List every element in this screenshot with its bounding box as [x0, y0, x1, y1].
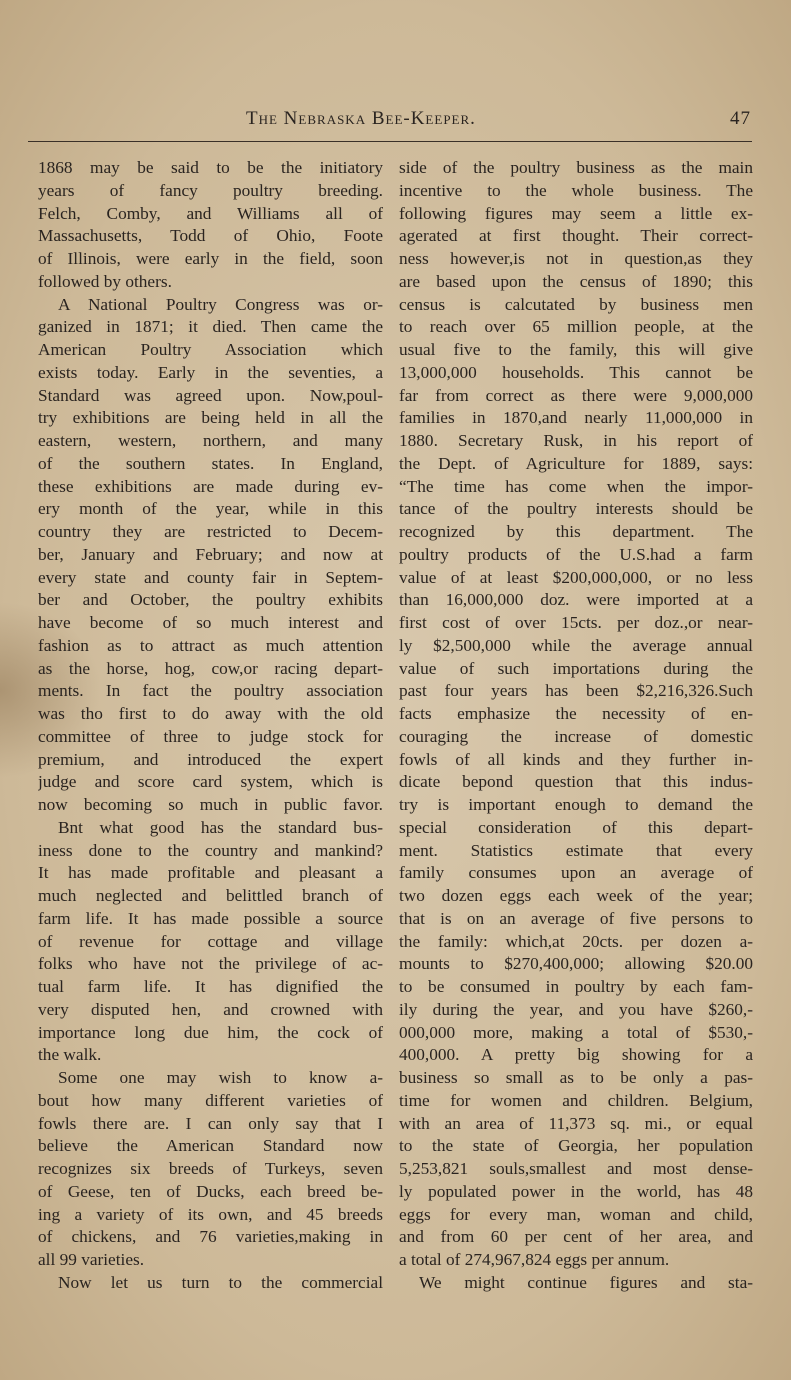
- text-line: believe the American Standard now: [38, 1136, 383, 1156]
- text-line: years of fancy poultry breeding.: [38, 180, 383, 200]
- text-line: now becoming so much in public favor.: [38, 795, 383, 814]
- text-line: farm life. It has made possible a source: [38, 908, 383, 928]
- text-line: that is on an average of five persons to: [399, 908, 753, 928]
- text-line: mounts to $270,400,000; allowing $20.00: [399, 954, 753, 974]
- text-line: Bnt what good has the standard bus-: [58, 817, 383, 837]
- page-number: 47: [730, 108, 751, 129]
- text-line: ganized in 1871; it died. Then came the: [38, 317, 383, 337]
- text-line: two dozen eggs each week of the year;: [399, 886, 753, 905]
- text-line: of chickens, and 76 varieties,making in: [38, 1227, 383, 1247]
- header-rule: [28, 141, 752, 142]
- text-line: census is calcutated by business men: [399, 294, 753, 314]
- text-line: importance long due him, the cock of: [38, 1022, 383, 1042]
- text-line: value of such importations during the: [399, 658, 753, 678]
- text-line: ery month of the year, while in this: [38, 499, 383, 519]
- text-line: with an area of 11,373 sq. mi., or equal: [399, 1113, 753, 1133]
- text-line: ments. In fact the poultry association: [38, 681, 383, 701]
- right-text-column: [399, 157, 753, 1295]
- text-line: try is important enough to demand the: [399, 795, 753, 814]
- text-line: all 99 varieties.: [38, 1250, 145, 1269]
- text-line: Standard was agreed upon. Now,poul-: [38, 385, 383, 405]
- text-line: incentive to the whole business. The: [399, 180, 753, 200]
- text-line: bout how many different varieties of: [38, 1090, 383, 1110]
- text-line: these exhibitions are made during ev-: [38, 476, 383, 496]
- text-line: a total of 274,967,824 eggs per annum.: [399, 1250, 670, 1269]
- text-line: “The time has come when the impor-: [399, 476, 753, 496]
- text-line: dicate bepond question that this indus-: [399, 772, 753, 792]
- text-line: ment. Statistics estimate that every: [399, 840, 753, 860]
- text-line: try exhibitions are being held in all the: [38, 408, 383, 428]
- text-line: poultry products of the U.S.had a farm: [399, 544, 753, 564]
- text-line: families in 1870,and nearly 11,000,000 in: [399, 408, 753, 428]
- running-title: The Nebraska Bee-Keeper.: [246, 108, 476, 129]
- text-line: American Poultry Association which: [38, 340, 383, 359]
- text-line: usual five to the family, this will give: [399, 340, 753, 359]
- text-line: eastern, western, northern, and many: [38, 431, 383, 450]
- text-line: far from correct as there were 9,000,000: [399, 385, 753, 405]
- text-line: to be consumed in poultry by each fam-: [399, 977, 753, 996]
- page-header: [0, 108, 791, 134]
- text-line: recognizes six breeds of Turkeys, seven: [38, 1159, 383, 1178]
- text-line: ly $2,500,000 while the average annual: [399, 635, 753, 655]
- text-line: 5,253,821 souls,smallest and most dense-: [399, 1159, 753, 1178]
- text-line: Now let us turn to the commercial: [58, 1272, 383, 1292]
- text-line: the walk.: [38, 1045, 102, 1065]
- text-line: are based upon the census of 1890; this: [399, 271, 753, 291]
- text-line: and from 60 per cent of her area, and: [399, 1227, 753, 1247]
- text-line: value of at least $200,000,000, or no less: [399, 567, 753, 587]
- text-line: iness done to the country and mankind?: [38, 840, 383, 860]
- text-line: family consumes upon an average of: [399, 863, 753, 883]
- text-line: recognized by this department. The: [399, 522, 753, 541]
- text-line: of Geese, ten of Ducks, each breed be-: [38, 1181, 383, 1201]
- text-line: A National Poultry Congress was or-: [58, 294, 383, 314]
- text-line: as the horse, hog, cow,or racing depart-: [38, 658, 383, 678]
- text-line: 1880. Secretary Rusk, in his report of: [399, 431, 753, 450]
- text-line: was tho first to do away with the old: [38, 704, 383, 723]
- text-line: committee of three to judge stock for: [38, 726, 383, 746]
- text-line: 13,000,000 households. This cannot be: [399, 362, 753, 382]
- text-line: It has made profitable and pleasant a: [38, 863, 383, 883]
- text-line: fowls of all kinds and they further in-: [399, 749, 753, 769]
- text-line: tual farm life. It has dignified the: [38, 977, 383, 996]
- text-line: ily during the year, and you have $260,-: [399, 999, 753, 1019]
- text-line: folks who have not the privilege of ac-: [38, 954, 383, 974]
- text-line: ness however,is not in question,as they: [399, 249, 753, 268]
- text-line: the family: which,at 20cts. per dozen a-: [399, 931, 753, 951]
- text-line: exists today. Early in the seventies, a: [38, 362, 383, 382]
- text-line: Felch, Comby, and Williams all of: [38, 203, 383, 223]
- text-line: premium, and introduced the expert: [38, 749, 383, 769]
- text-line: tance of the poultry interests should be: [399, 499, 753, 519]
- text-line: fowls there are. I can only say that I: [38, 1113, 383, 1133]
- text-line: facts emphasize the necessity of en-: [399, 704, 753, 723]
- text-line: Massachusetts, Todd of Ohio, Foote: [38, 226, 383, 246]
- text-line: time for women and children. Belgium,: [399, 1090, 753, 1110]
- text-line: followed by others.: [38, 271, 172, 291]
- text-line: very disputed hen, and crowned with: [38, 999, 383, 1019]
- text-line: much neglected and belittled branch of: [38, 886, 383, 905]
- text-line: ber and October, the poultry exhibits: [38, 590, 383, 610]
- text-line: past four years has been $2,216,326.Such: [399, 681, 753, 701]
- text-line: 1868 may be said to be the initiatory: [38, 158, 383, 177]
- text-line: eggs for every man, woman and child,: [399, 1204, 753, 1224]
- text-line: of Illinois, were early in the field, soon: [38, 249, 383, 268]
- text-line: ber, January and February; and now at: [38, 544, 383, 564]
- text-line: couraging the increase of domestic: [399, 726, 753, 746]
- text-line: to the state of Georgia, her population: [399, 1136, 753, 1156]
- text-line: to reach over 65 million people, at the: [399, 317, 753, 337]
- text-line: Some one may wish to know a-: [58, 1068, 383, 1087]
- text-line: 400,000. A pretty big showing for a: [399, 1045, 753, 1065]
- text-line: country they are restricted to Decem-: [38, 522, 383, 541]
- text-line: judge and score card system, which is: [38, 772, 383, 792]
- text-line: than 16,000,000 doz. were imported at a: [399, 590, 753, 610]
- text-line: have become of so much interest and: [38, 613, 383, 632]
- text-line: of revenue for cottage and village: [38, 931, 383, 951]
- left-text-column: [38, 157, 383, 1295]
- text-line: fashion as to attract as much attention: [38, 635, 383, 655]
- text-line: agerated at first thought. Their correct-: [399, 226, 753, 246]
- text-line: first cost of over 15cts. per doz.,or near-: [399, 613, 753, 632]
- text-line: special consideration of this depart-: [399, 817, 753, 837]
- text-line: 000,000 more, making a total of $530,-: [399, 1022, 753, 1042]
- text-line: side of the poultry business as the main: [399, 158, 753, 177]
- text-line: every state and county fair in Septem-: [38, 567, 383, 587]
- text-line: the Dept. of Agriculture for 1889, says:: [399, 453, 753, 473]
- text-line: following figures may seem a little ex-: [399, 203, 753, 223]
- text-line: ly populated power in the world, has 48: [399, 1181, 753, 1201]
- text-line: of the southern states. In England,: [38, 453, 383, 473]
- text-line: ing a variety of its own, and 45 breeds: [38, 1204, 383, 1224]
- text-line: business so small as to be only a pas-: [399, 1068, 753, 1087]
- text-line: We might continue figures and sta-: [419, 1272, 753, 1292]
